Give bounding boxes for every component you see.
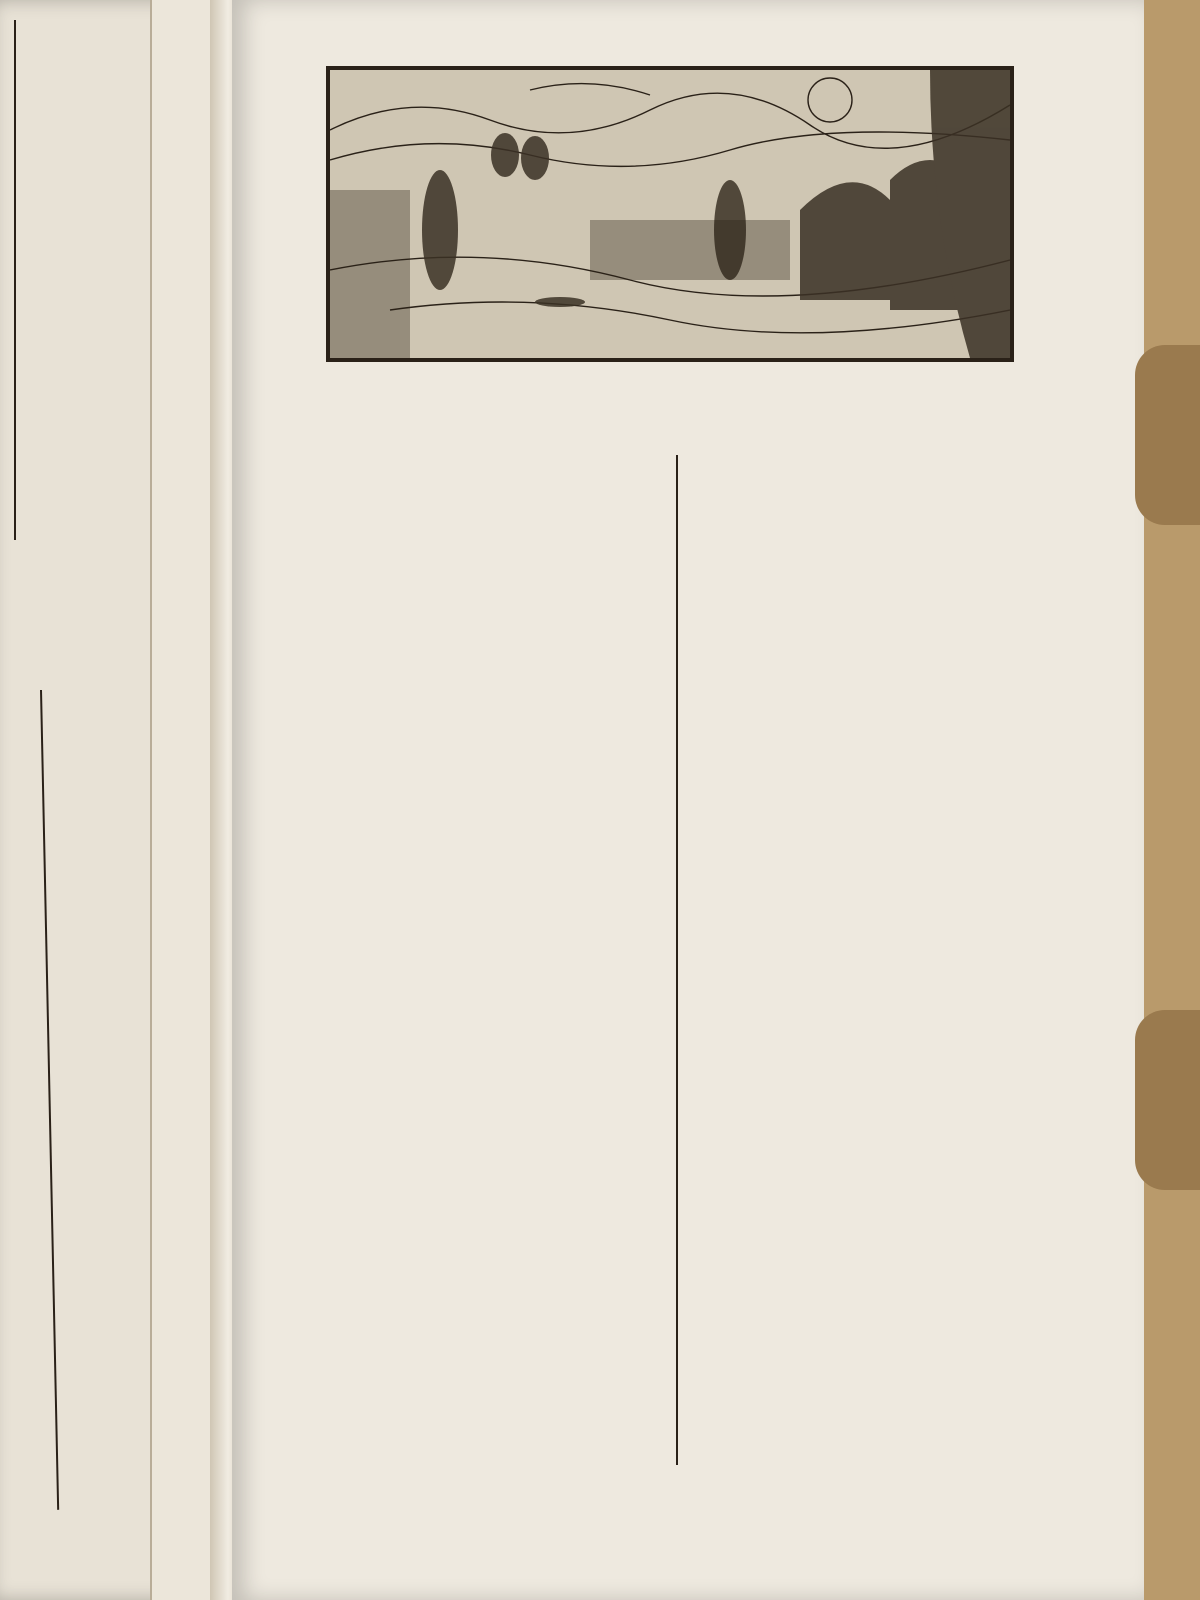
book-clasp-bottom [1135,1010,1200,1190]
woodcut-illustration [326,66,1014,362]
column-left [278,450,666,502]
chapter-heading [278,450,666,490]
column-divider [676,455,678,1465]
woodcut-creation-scene [330,70,1010,358]
book-clasp-top [1135,345,1200,525]
book-spine [1144,0,1200,1600]
index-rule-top [14,20,16,540]
